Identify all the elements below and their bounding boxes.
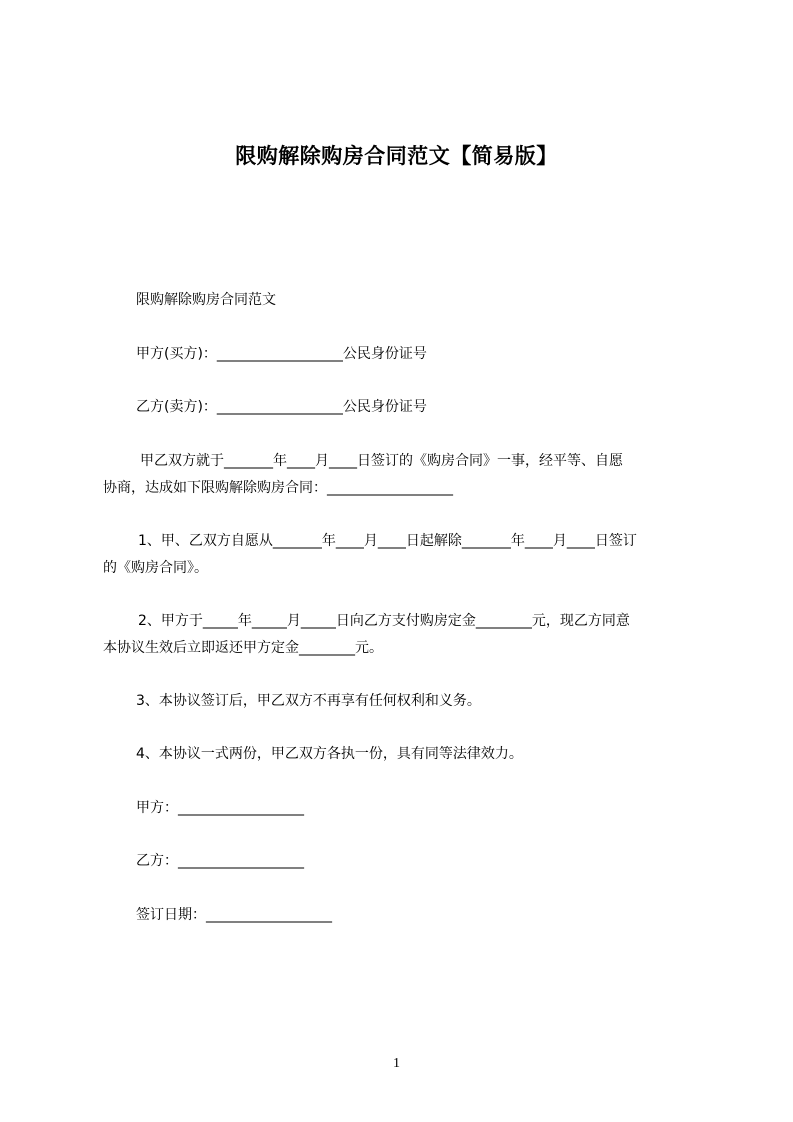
party-a-line: 甲方(买方)：__________________公民身份证号: [136, 346, 427, 362]
intro-line-1: 甲乙双方就于_______年____月____日签订的《购房合同》一事，经平等、自愿: [140, 453, 623, 469]
clause-2-line-2: 本协议生效后立即返还甲方定金________元。: [103, 640, 383, 656]
clause-1-line-2: 的《购房合同》。: [103, 560, 208, 576]
document-subtitle: 限购解除购房合同范文: [136, 292, 276, 308]
clause-3: 3、本协议签订后，甲乙双方不再享有任何权利和义务。: [136, 693, 481, 709]
document-title: 限购解除购房合同范文【简易版】: [235, 144, 558, 168]
clause-4: 4、本协议一式两份，甲乙双方各执一份，具有同等法律效力。: [136, 746, 523, 762]
party-b-line: 乙方(卖方)：__________________公民身份证号: [136, 399, 427, 415]
signature-party-a: 甲方：__________________: [136, 800, 304, 816]
signing-date: 签订日期：__________________: [136, 907, 332, 923]
clause-1-line-1: 1、甲、乙双方自愿从_______年____月____日起解除_______年____月____日签订: [138, 533, 637, 549]
signature-party-b: 乙方：__________________: [136, 853, 304, 869]
page-number: 1: [393, 1056, 400, 1071]
intro-line-2: 协商，达成如下限购解除购房合同：__________________: [103, 480, 453, 496]
clause-2-line-1: 2、甲方于_____年_____月_____日向乙方支付购房定金________元，现乙方同意: [138, 613, 630, 629]
